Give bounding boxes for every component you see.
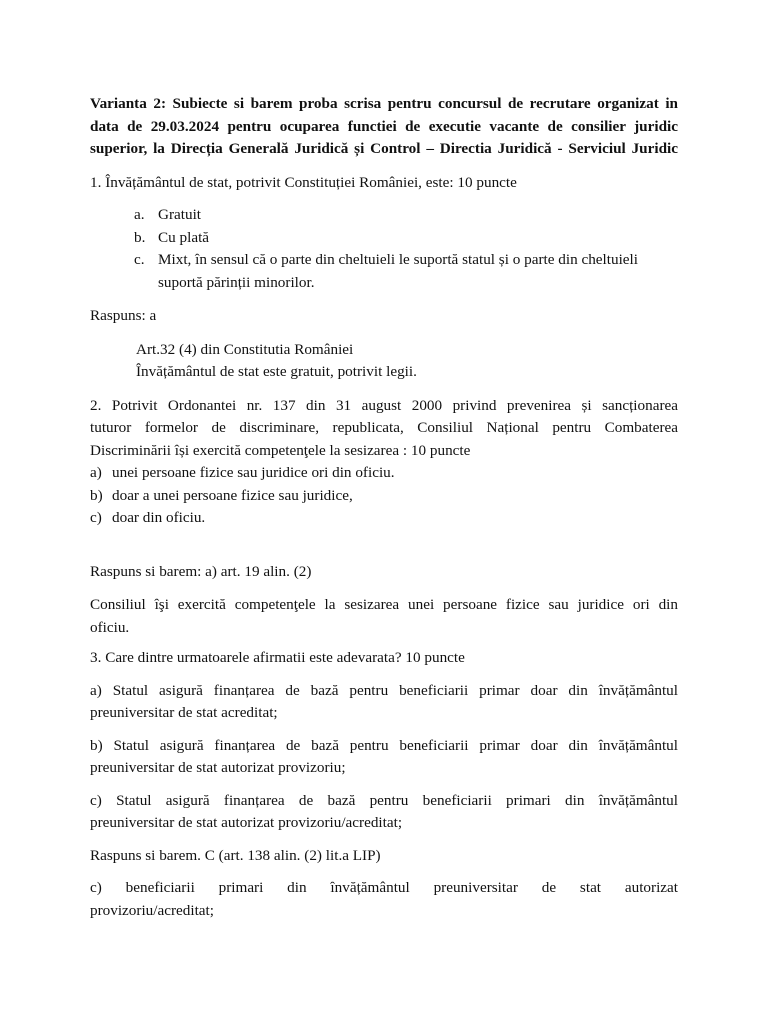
option-text-line-1: Mixt, în sensul că o parte din cheltuieli le suportă statul și o parte din cheltuieli	[158, 251, 638, 268]
option-text-line-2: suportă părinții minorilor.	[158, 273, 315, 291]
q1-ref-line-2: Învățământul de stat este gratuit, potrivit legii.	[136, 363, 417, 380]
q1-question: 1. Învățământul de stat, potrivit Constituției României, este: 10 puncte	[90, 173, 517, 191]
q3-option-a-line-2: preuniversitar de stat acreditat;	[90, 704, 278, 721]
q3-explanation-line-1: c) beneficiarii primari din învățământul preuniversitar de stat autorizat	[90, 879, 678, 896]
option-marker: b)	[90, 486, 103, 504]
q3-explanation-line-2: provizoriu/acreditat;	[90, 901, 214, 919]
option-text: doar din oficiu.	[112, 509, 206, 526]
q1-options	[90, 204, 678, 294]
option-text: doar a unei persoane fizice sau juridice,	[112, 486, 353, 504]
q2-explanation-line-2: oficiu.	[90, 618, 130, 636]
option-marker: b.	[134, 228, 146, 246]
option-marker: a)	[90, 464, 102, 481]
q1-option-b	[90, 227, 678, 250]
q3-option-b-line-1: b) Statul asigură finanțarea de bază pentru beneficiarii primar doar din învățământul	[90, 736, 678, 754]
q3-option-a	[90, 680, 678, 725]
q2-option-a	[90, 462, 678, 485]
q2-explanation	[90, 594, 678, 639]
q3-option-c-line-1: c) Statul asigură finanțarea de bază pentru beneficiarii primari din învățământul	[90, 791, 678, 809]
q1-ref-line-1: Art.32 (4) din Constitutia României	[136, 340, 354, 358]
option-text: unei persoane fizice sau juridice ori din oficiu.	[112, 464, 395, 481]
q1-answer: Raspuns: a	[90, 307, 157, 324]
q1-reference	[90, 339, 678, 384]
q2-explanation-line-1: Consiliul îşi exercită competenţele la sesizarea unei persoane fizice sau juridice ori din	[90, 596, 678, 613]
q3-option-b	[90, 735, 678, 780]
q3-option-a-line-1: a) Statul asigură finanțarea de bază pentru beneficiarii primar doar din învățământul	[90, 681, 678, 699]
q3-option-b-line-2: preuniversitar de stat autorizat provizoriu;	[90, 759, 346, 776]
title-line-3: superior, la Direcția Generală Juridică și Control – Directia Juridică - Serviciul Juridic	[90, 140, 678, 157]
option-marker: c)	[90, 509, 102, 526]
q2-option-b	[90, 485, 678, 508]
document-title	[90, 93, 678, 161]
q2-option-c	[90, 507, 678, 530]
q1-option-c	[90, 249, 678, 294]
q3-option-c-line-2: preuniversitar de stat autorizat provizoriu/acreditat;	[90, 814, 403, 831]
q2-question-line-3: Discriminării își exercită competenţele la sesizarea : 10 puncte	[90, 441, 471, 459]
option-text: Cu plată	[158, 228, 210, 246]
q3-option-c	[90, 790, 678, 835]
q2-question-line-2: tuturor formelor de discriminare, republicata, Consiliul Național pentru Combaterea	[90, 419, 678, 436]
q3-explanation	[90, 877, 678, 922]
q3-answer: Raspuns si barem. C (art. 138 alin. (2) lit.a LIP)	[90, 846, 381, 864]
q2-question	[90, 395, 678, 463]
q3-question: 3. Care dintre urmatoarele afirmatii este adevarata? 10 puncte	[90, 649, 465, 666]
q2-question-line-1: 2. Potrivit Ordonantei nr. 137 din 31 august 2000 privind prevenirea și sancționarea	[90, 396, 678, 414]
title-line-2: data de 29.03.2024 pentru ocuparea functiei de executie vacante de consilier juridic	[90, 117, 678, 135]
q1-option-a	[90, 204, 678, 227]
q2-options	[90, 462, 678, 530]
option-marker: c.	[134, 251, 145, 268]
q2-answer: Raspuns si barem: a) art. 19 alin. (2)	[90, 562, 312, 580]
option-marker: a.	[134, 206, 145, 223]
document-content	[90, 93, 678, 922]
title-line-1: Varianta 2: Subiecte si barem proba scrisa pentru concursul de recrutare organizat in	[90, 95, 678, 112]
option-text: Gratuit	[158, 206, 202, 223]
